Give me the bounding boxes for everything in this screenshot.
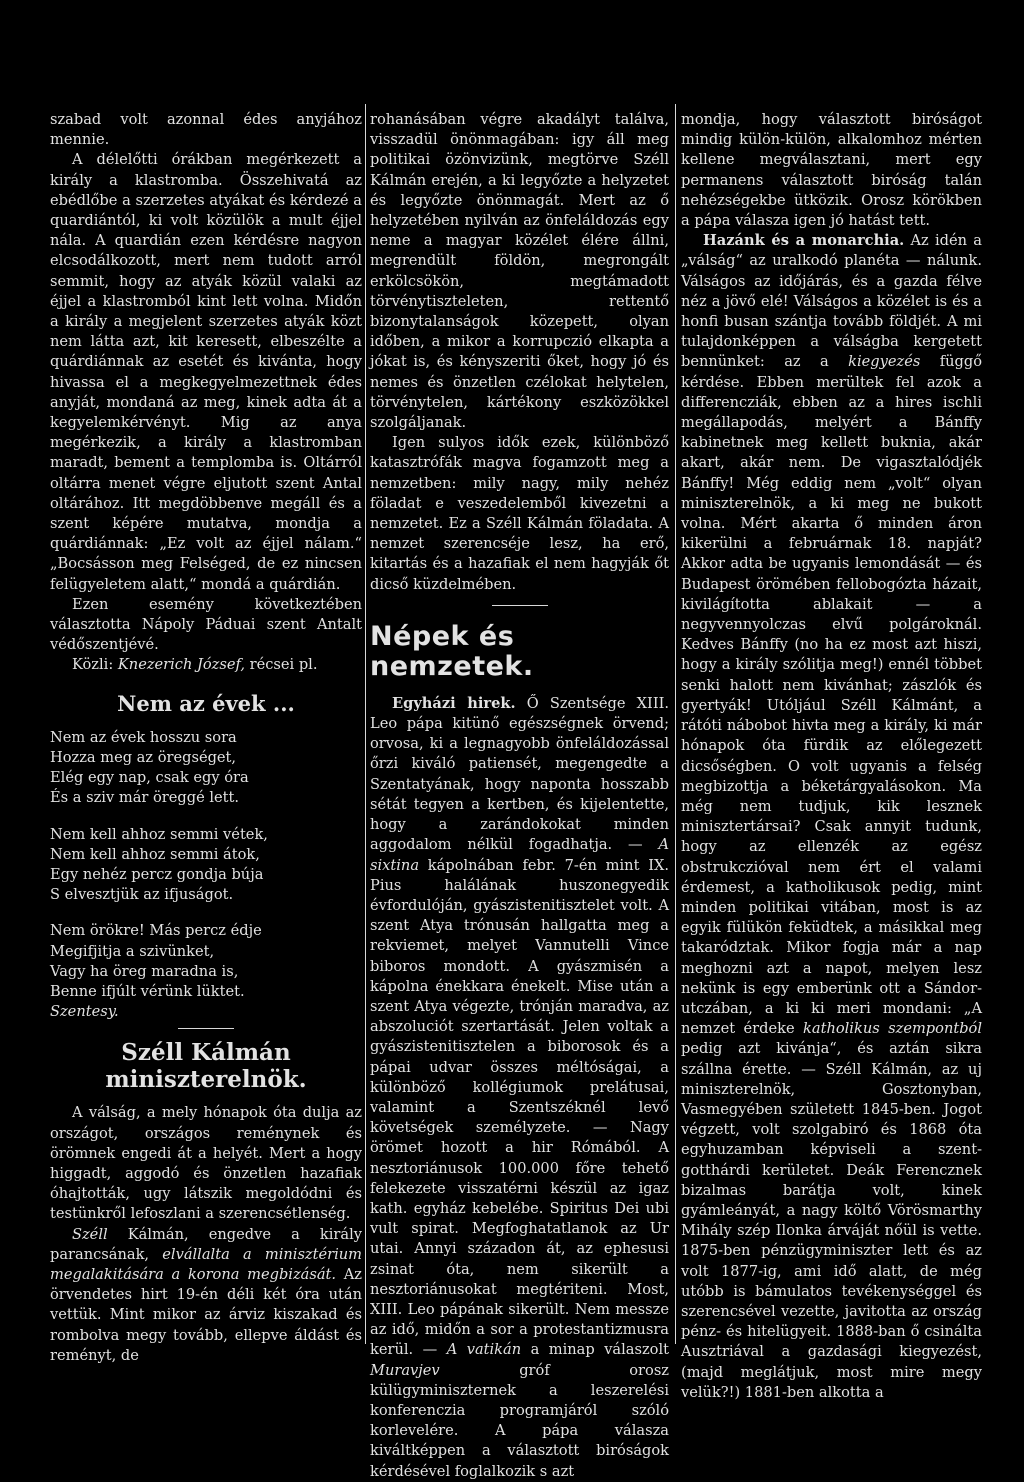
poem-line: Benne ifjúlt vérünk lüktet. [50,982,245,1000]
section-title: Széll Kálmán miniszterelnök. [105,1039,307,1094]
signature: Szentesy. [50,1003,119,1021]
poem-line: Nem örökre! Más percz édje [50,922,262,940]
stanza [50,825,362,906]
column-middle [370,110,669,1482]
poem-line: Nem kell ahhoz semmi vétek, [50,825,268,843]
paragraph: rohanásában végre akadályt találva, visszadül önönmagában: igy áll meg politikai özönvizünk, megtörve Széll Kálmán erején, a ki legyőzte a helyzetet és legyőzte önönmagát. Mert az ő helyzetében nyilván az önfeláldozás egy neme a magyar közélet élére állni, megrendült földön, megrongált erkölcsökön, megtámadott törvénytiszteleten, rettentő bizonytalanságok közepett, olyan időben, a mikor a korrupczió elkapta a jókat is, és kényszeriti őket, hogy jó és nemes és önzetlen czélokat helytelen, törvénytelen, kártékony eszközökkel szolgáljanak. [370,111,669,432]
subsection-label: Hazánk és a monarchia. [703,232,905,250]
poem-line: Hozza meg az öregséget, [50,748,237,766]
poem-line: Elég egy nap, csak egy óra [50,769,249,787]
separator [492,605,548,606]
paragraph: Egyházi hirek. Ő Szentsége XIII. Leo pápa kitünő egészségnek örvend; orvosa, ki a legnagyobb önfeláldozással őrzi kiváló patiensét, megengedte a Szentatyának, hogy naponta hosszabb sétát tegyen a kertben, és kijelentette, hogy a zarándokokat minden aggodalom nélkül fogadhatja. — A sixtina kápolnában febr. 7-én mint IX. Pius halálának huszonegyedik évfordulóján, gyászistenitisztelet volt. A szent Atya trónusán hallgatta meg a rekviemet, melyet Vannutelli Vince biboros mondott. A gyászmisén a kápolna énekkara énekelt. Mise után a szent Atya végezte, trónján maradva, az abszoluciót szertartását. Jelen voltak a gyászistenitisztelen a biborosok és a pápai udvar összes méltóságai, a különböző kollégiumok prelátusai, valamint a Szentszéknél levő követségek személyzete. — Nagy örömet hozott a hir Rómából. A nesztoriánusok 100.000 főre tehető felekezete visszatérni készül az igaz kath. egyház kebelébe. Spiritus Dei ubi vult spirat. Megfoghatatlanok az Ur utai. Annyi századon át, az ephesusi zsinat óta, nem sikerült a nesztoriánusokat megtériteni. Most, XIII. Leo pápának sikerült. Nem messze az idő, midőn a sor a protestantizmusra kerül. — A vatikán a minap válaszolt Muravjev gróf orosz külügyminiszternek a leszerelési konferenczia programjáról szóló korlevelére. A pápa válasza kiváltképpen a választott biróságok kérdésével foglalkozik s azt [370,694,669,1480]
paragraph: A délelőtti órákban megérkezett a király a klastromba. Összehivatá az ebédlőbe a szerzetes atyákat és kérdezé a quardiántól, ki volt közülök a mult éjjel nála. A quardián ezen kérdésre nagyon elcsodálkozott, mert nem tudott arról semmit, hogy az atyák közül valaki az éjjel a klastromból kint lett volna. Midőn a király a megjelent szerzetes atyák közt nem látta azt, kit keresett, elbeszélte a quárdiánnak az esetét és kivánta, hogy hivassa el a megkegyelmezettnek édes anyját, mondaná az meg, kinek adta át a kegyelemkérvényt. Mig az anya megérkezik, a király a klastromban maradt, bement a templomba is. Oltárról oltárra menet végre eljutott szent Antal oltárához. Itt megdöbbenve megáll és a szent képére mutatva, mondja a quárdiánnak: „Ez volt az éjjel nálam.“ „Bocsásson meg Felséged, de ez nincsen felügyeletem alatt,“ mondá a quárdián. [50,151,362,593]
paragraph: szabad volt azonnal édes anyjához mennie. [50,111,362,149]
poem-line: Vagy ha öreg maradna is, [50,962,239,980]
column-divider [365,104,366,1344]
column-right [681,110,982,1403]
stanza [50,921,362,1002]
subsection-label: Egyházi hirek. [392,694,516,712]
poem-line: Nem az évek hosszu sora [50,728,237,746]
column-divider [675,104,676,1344]
stanza [50,728,362,809]
section-heading: Népek és nemzetek. [370,620,534,682]
paragraph: mondja, hogy választott biróságot mindig külön-külön, alkalomhoz mérten kellene megválasztani, mert egy permanens választott biróság talán nehézségekbe ütközik. Orosz körökben a pápa válasza igen jó hatást tett. [681,111,982,230]
poem-line: Megifjitja a szivünket, [50,942,215,960]
paragraph: A válság, a mely hónapok óta dulja az országot, országos reménynek és örömnek engedi át a helyét. Mert a hogy higgadt, aggodó és önzetlen hazafiak óhajtották, ugy látszik megoldódni és testünkről lefoszlani a szerencsétlenség. [50,1104,362,1223]
column-left [50,110,362,1366]
separator [178,1028,234,1029]
poem-line: Egy nehéz percz gondja búja [50,865,264,883]
poem-title: Nem az évek ... [117,690,295,716]
paragraph: Hazánk és a monarchia. Az idén a „válság“ az uralkodó planéta — nálunk. Válságos az időjárás, és a gazda félve néz a jövő elé! Válságos a közélet is és a honfi busan szántja tovább földjét. A mi tulajdonképpen a válságba kergetett bennünket: az a kiegyezés függő kérdése. Ebben merültek fel azok a differencziák, ebben az a hires ischli megállapodás, melyért a Bánffy kabinetnek meg kellett buknia, akár akart, akár nem. De vigasztalódjék Bánffy! Még eddig nem „volt“ olyan miniszterelnök, a ki meg ne bukott volna. Mért akarta ő minden áron kikerülni a februárnak 18. napját? Akkor adta be ugyanis lemondását — és Budapest örömében fellobogózta házait, kivilágította ablakait — a negyvennyolczas elvű polgároknál. Kedves Bánffy (no ha ez most azt hiszi, hogy a király szólitja meg!) ennél többet senki halott nem kivánhat; zászlók és gyertyák! Utóljául Széll Kálmánt, a rátóti nábobot hivta meg a király, ki már hónapok óta fürdik az előlegezett dicsőségben. O volt ugyanis a felség megbizottja a béketárgyalásokon. Ma még nem tudjuk, kik lesznek minisztertársai? Csak annyit tudunk, hogy az ellenzék az egész obstrukczióval nem ért el valami érdemest, a katholikusok pedig, mint minden politikai vitában, most is az egyik fülükön feküdtek, a másikkal meg takarództak. Mikor fogja már a nap meghozni azt a napot, melyen lesz nekünk is egy emberünk ott a Sándor-utczában, a ki ki meri mondani: „A nemzet érdeke katholikus szempontból pedig azt kivánja“, és aztán sikra szállna érette. — Széll Kálmán, az uj miniszterelnök, Gosztonyban, Vasmegyében született 1845-ben. Jogot végzett, volt szolgabiró és 1868 óta egyhuzamban képviseli a szent-gotthárdi kerületet. Deák Ferencznek bizalmas barátja volt, kinek gyámleányát, a nagy költő Vörösmarthy Mihály szép Ilonka árváját nőül is vette. 1875-ben pénzügyminiszter lett és az volt 1877-ig, ami idő alatt, de még utóbb is bámulatos tevékenységgel és szerencsével vezette, javitotta az ország pénz- és hitelügyeit. 1888-ban ő csinálta Ausztriával a gazdasági kiegyezést, (majd meglátjuk, most mire megy velük?!) 1881-ben alkotta a [681,232,982,1401]
author-name: Knezerich József, [117,656,245,674]
poem [50,728,362,1023]
paragraph: Igen sulyos idők ezek, különböző katasztrófák magva fogamzott meg a nemzetben: mily nagy, mily nehéz föladat e veszedelemből kivezetni a nemzetet. Ez a Széll Kálmán föladata. A nemzet szerencséje lesz, ha erő, kitartás és a hazafiak el nem hagyják őt dicső küzdelmében. [370,434,669,593]
paragraph: Széll Kálmán, engedve a király parancsának, elvállalta a minisztérium megalakitására a korona megbizását. Az örvendetes hirt 19-én déli két óra után vettük. Mint mikor az árviz kiszakad és rombolva megy tovább, ellepve áldást és reményt, de [50,1225,362,1364]
byline: Közli: Knezerich József, récsei pl. [72,656,318,674]
poem-line: S elvesztjük az ifjuságot. [50,886,234,904]
poem-line: És a sziv már öreggé lett. [50,789,240,807]
paragraph: Ezen esemény következtében választotta Nápoly Páduai szent Antalt védőszentjévé. [50,595,362,654]
poem-line: Nem kell ahhoz semmi átok, [50,845,260,863]
